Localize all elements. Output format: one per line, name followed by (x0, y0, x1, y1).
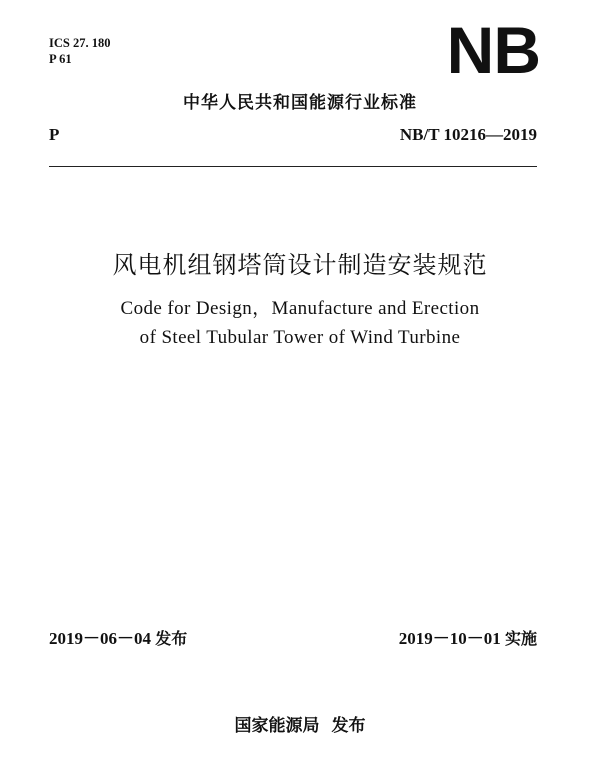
ics-code: ICS 27. 180 (49, 36, 111, 50)
document-title-en-line1: Code for Design，Manufacture and Erection (120, 298, 480, 319)
document-title-en-line2: of Steel Tubular Tower of Wind Turbine (139, 327, 461, 348)
nb-logo: NB (446, 13, 540, 87)
publisher-action: 发布 (331, 716, 366, 736)
issue-label: 发布 (155, 629, 188, 648)
issue-date: 2019－06－04 (49, 629, 151, 648)
header-divider (49, 166, 537, 167)
classification-code: P 61 (49, 52, 72, 66)
implementation-date-block (399, 628, 537, 650)
standard-number: NB/T 10216—2019 (399, 125, 537, 144)
implementation-date: 2019－10－01 (398, 629, 501, 648)
issuer-title: 中华人民共和国能源行业标准 (183, 93, 417, 113)
implementation-label: 实施 (504, 629, 537, 648)
publisher-line (0, 715, 600, 737)
category-letter: P (49, 125, 60, 144)
publisher-name: 国家能源局 (234, 716, 320, 736)
issue-date-block (49, 628, 187, 650)
document-title-cn: 风电机组钢塔筒设计制造安装规范 (112, 251, 488, 279)
